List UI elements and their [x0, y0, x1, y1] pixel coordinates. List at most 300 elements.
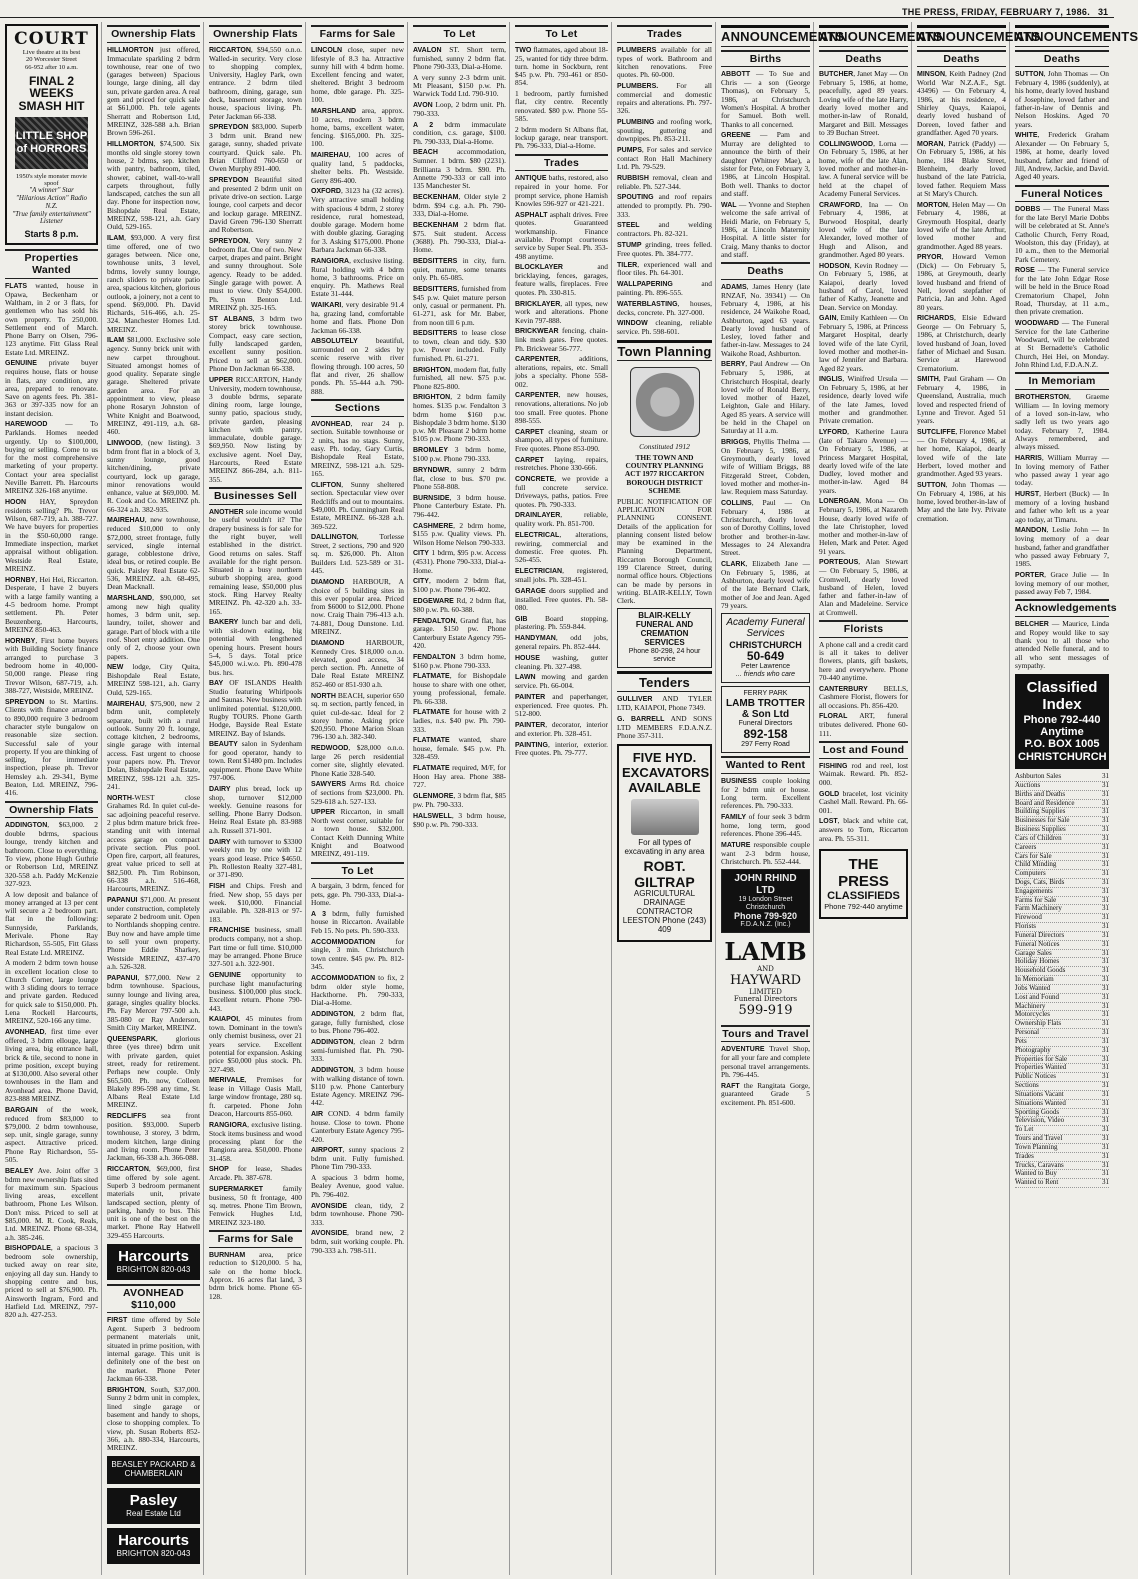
classified-ad: TILER, experienced wall and floor tiles. Ph. 64-301.: [617, 259, 712, 278]
classified-ad: SPREYDON Beautiful sited and presented 2 bdrm unit on private drive-on section. Large lounge, cool carpets and decor and lockup garage. MREINZ. David Green 796-130 Sherratt and Robertson.: [209, 175, 302, 235]
classified-ad: QUEENSPARK, glorious three (yes three) bdrm unit with private garden, quiet street, ready for retirement. Perhaps new couple. Only $65,500. Ph. now, Colleen Blakely 896-598 any time, St. Albans Real Estate Ltd MREINZ.: [107, 1033, 200, 1110]
classified-ad: COLLINGWOOD, Lorna — On February 5, 1986, at her home, wife of the late Alan, loved mother and mother-in-law. A funeral service will be held at the chapel of Academy Funeral Services.: [819, 138, 908, 198]
index-page: 31: [1102, 1019, 1109, 1028]
index-page: 31: [1102, 798, 1109, 807]
excavators-ad: [617, 744, 712, 942]
ad-line: 297 Ferry Road: [741, 741, 790, 749]
harcourts-logo-2: [107, 1528, 200, 1564]
classified-ad: BEACH accommodation, Sumner. 1 bdrm. $80 (2231). Brillianta 3 bdrm. $90. Ph. Annette 790-333 or call into 135 Manchester St.: [413, 147, 506, 191]
classified-index-box: [1015, 674, 1109, 769]
classified-ad: BERRY, Paul Andrew — On February 5, 1986, at Christchurch Hospital, dearly loved wife of Ronald Berry, loved mother of Hazel, Leighton, Gale and Hilary. Aged 85 years. A service will be held in the Chapel on Saturday at 11 a.m.: [721, 359, 810, 436]
column-3: [206, 22, 306, 1575]
classified-ad: RICCARTON, $69,000, first time offered by sole agent. Superb 3 bedroom permanent materials unit, private landscaped section, plenty of parking, handy to bus. This unit is one of the best on the market. Phone Ray Hatwell 329-455 Harcourts.: [107, 1163, 200, 1240]
classified-ad: RANGIORA, exclusive listing. Rural holding with 4 bdrm home, 3 bathrooms. Price on enquiry. Ph. Mathews Real Estate 31-444.: [311, 255, 404, 299]
index-label: Motorcycles: [1015, 1010, 1050, 1019]
classified-ad: ASPHALT asphalt drives. Free quotes. Guaranteed workmanship. Finance available. Prompt courteous service by Super Seal. Ph. 353-498 anytime.: [515, 209, 608, 261]
index-row: [1015, 1029, 1109, 1038]
court-show-title: LITTLE SHOP of HORRORS: [15, 117, 88, 169]
index-label: Building Supplies: [1015, 807, 1066, 816]
court-quote-2: "True family entertainment" Listener: [12, 209, 91, 226]
ad-line: ... friends who care: [735, 671, 796, 679]
classified-ad: MARSHLAND, $90,000, set among new high quality homes, 3 bdrm unit, sep. laundry, toilet, shower and garage. Part of block with a tile roof. Short entry addition. One only of 2, choose your own papers.: [107, 593, 200, 661]
court-tagline: 1950's style monster movie spoof: [15, 172, 88, 187]
ad-line: JOHN RHIND LTD: [734, 873, 797, 896]
column-6: [512, 22, 612, 1575]
classified-ad: UPPER Riccarton, in small North west corner, suitable for a town house. $32,000. Contact Keith Dunning White Knight and Boatwood MREINZ, 491-119.: [311, 807, 404, 859]
classified-ad: ELECTRICAL, alterations, rewiring, commercial and domestic. Free quotes. Ph. 526-455.: [515, 529, 608, 565]
section-heading: To Let: [515, 25, 608, 43]
classified-ad: PAINTER and paperhanger, experienced. Free quotes. Ph. 512-800.: [515, 692, 608, 719]
classified-ad: AVONHEAD, first time ever offered, 3 bdrm ellouge, large living area, big entrance hall, brick & tile, second to none in prime position, except buying at $130,000. Also several other townhouses in the Ilam and Avonhead area. Phone David, 823-888 MREINZ.: [5, 1027, 98, 1103]
classified-ad: PAPANUI $71,000. At present under construction, completely separate 2 bedroom unit. Open to Northlands shopping centre. Buy now and have ample time to sell your own property. Phone Eddie Sharkey, Westside MREINZ, 437-470 a.h. 526-328.: [107, 895, 200, 971]
page-masthead: [0, 6, 1114, 18]
index-page: 31: [1102, 1001, 1109, 1010]
ads-list: [5, 282, 98, 798]
academy-funeral-ad: [721, 613, 810, 683]
section-heading: Trades: [515, 154, 608, 172]
ads-list: [515, 46, 608, 151]
index-label: Situations Wanted: [1015, 1098, 1066, 1107]
index-label: Funeral Notices: [1015, 939, 1060, 948]
index-page: 31: [1102, 1169, 1109, 1178]
index-page: 31: [1102, 1028, 1109, 1037]
index-label: Garage Sales: [1015, 948, 1052, 957]
section-heading: To Let: [311, 862, 404, 880]
classified-ad: 1 bedroom, partly furnished flat, city centre. Recently renovated. $80 p.w. Phone 55-585.: [515, 89, 608, 124]
index-label: Computers: [1015, 869, 1046, 878]
index-page: 31: [1102, 913, 1109, 922]
court-sub-1: 20 Worcester Street: [26, 56, 77, 64]
classified-ad: MINSON, Keith Padney (2nd World War N.Z.A.F., Sgt. 43496) — On February 4, 1986, at his residence, 4 Shirley Quays, Kaiapoi, dearly loved husband of Doreen, loved father and grandfather. Aged 70 years.: [917, 69, 1006, 137]
classified-ad: ADAMS, James Henry (late RNZAF, No. 39341) — On February 4, 1986, at his residence, 24 Waikohe Road, Ashburton, aged 63 years. Dearly loved husband of Lesley, loved father and father-in-law. Messages to 24 Waikohe Road, Ashburton.: [721, 281, 810, 358]
classified-ad: KAIAPOI, 45 minutes from town. Dominant in the town's only chemist business, over 21 years service. Excellent potential for expansion. Asking price $50,000 plus stock. Ph. 327-498.: [209, 1014, 302, 1074]
section-subheading: Deaths: [917, 50, 1006, 68]
index-page: 31: [1102, 1089, 1109, 1098]
ad-line: ROBT. GILTRAP: [634, 857, 695, 890]
ads-list: [721, 1045, 810, 1107]
classified-ad: GENUINE opportunity to purchase light manufacturing business. $100,000 plus stock. Excellent return. Phone 790-443.: [209, 969, 302, 1013]
court-final: FINAL 2 WEEKS SMASH HIT: [18, 73, 85, 114]
classified-ad: BEALEY Ave. Joint offer 3 bdrm new ownership flats sited for maximum sun. Spacious living areas, excellent bathroom, Phone Les Wilson. Don't miss. Priced to sell at $85,000. M. R. Cook, Reals, Ltd. MREINZ. Phone 68-334, a.h. 385-246.: [5, 1165, 98, 1242]
classified-ad: FLATMATE, for Bishopdale house to share with one other, young professional, female. Ph. 66-338.: [413, 671, 506, 706]
classified-ad: STUMP grinding, trees felled. Free quotes. Ph. 384-777.: [617, 239, 712, 258]
classified-ad: A 2 bdrm immaculate condition, c.s. garage, $100. Ph. 790-333, Dial-a-Home.: [413, 119, 506, 146]
logo-text: Harcourts: [118, 1248, 189, 1266]
ad-line: Phone 799-920: [733, 911, 798, 922]
classified-ad: MARSHLAND area, approx. 10 acres, modern 3 bdrm home, barns, excellent water, fencing. $165,000. Ph. 325-100.: [311, 105, 404, 149]
classified-ad: CARPENTER, additions, alterations, repairs, etc. Small jobs a specialty. Phone 558-002.: [515, 354, 608, 389]
index-page: 31: [1102, 789, 1109, 798]
ad-line: AND: [757, 965, 774, 974]
classified-ad: G. BARRELL AND SONS LTD MEMBERS F.D.A.N.Z. Phone 357-311.: [617, 714, 712, 741]
section-heading: Trades: [617, 25, 712, 43]
section-heading: ANNOUNCEMENTS: [721, 25, 810, 47]
classified-ad: ROSE — The Funeral service for the late John Edgar Rose will be held in the Bruce Road Crematorium Chapel, John Road, Thursday, at 11 a.m., then private cremation.: [1015, 265, 1109, 317]
column-5: [410, 22, 510, 1575]
ad-line: For all types of excavating in any area: [624, 838, 705, 857]
classified-ad: SUTCLIFFE, Florence Mabel — On February 4, 1986, at her home, Kaiapoi, dearly loved wife of the late Herbert, loved mother and grandmother. Aged 93 years.: [917, 427, 1006, 479]
index-label: Farms for Sale: [1015, 895, 1057, 904]
classified-ad: FLATMATE required, M/F, for Hoon Hay area. Phone 388-727.: [413, 763, 506, 790]
classified-ad: BELCHER — Maurice, Linda and Ropey would like to say thank you to all those who attended Nelle funeral, and to all who sent messages of sympathy.: [1015, 618, 1109, 670]
classified-ad: GAIN, Emily Kathleen — On February 5, 1986, at Princess Margaret Hospital, dearly loved wife of the late Cyril, loved mother and mother-in-law of Jennifer and Barbara. Aged 82 years.: [819, 313, 908, 373]
classified-ad: SUTTON, John Thomas — On February 4, 1986 (suddenly), at his home, dearly loved husband of Josephine, loved father and father-in-law of Dennis and Nelson Hoskins. Aged 70 years.: [1015, 69, 1109, 129]
index-label: Public Notices: [1015, 1072, 1057, 1081]
classified-ad: HILLMORTON, $74,500. Six months old single storey town house, 2 bdrms, sep. kitchen with pantry, bathroom, tiled, shower, cabinet, wall-to-wall carpets throughout, fully landscaped, catches the sun all day. Phone for inspection now, Bishopdale Real Estate, MREINZ, 598-121, a.h. Gary Ould, 529-165.: [107, 138, 200, 232]
index-label: Dogs, Cats, Birds: [1015, 878, 1065, 886]
index-label: Holiday Homes: [1015, 957, 1060, 966]
classified-ad: GOLD bracelet, lost vicinity Cashel Mall. Reward. Ph. 66-001.: [819, 788, 908, 815]
town-planning-text: PUBLIC NOTIFICATION OF APPLICATION FOR PLANNING CONSENT. Details of the application for planning consent listed below may be examined in the Planning Department, Riccarton Borough Council, 199 Clarence Street, during normal office hours. Objections can be made by persons in writing. BLAIR-KELLY, Town Clerk.: [617, 496, 712, 606]
column-9: [816, 22, 943, 1575]
classified-ad: LINCOLN close, super new lifestyle of 8.3 ha. Attractive sunny hill with 4 bdrm home. Excellent fencing and water, sheltered. Bright 3 bedroom home, dble garage. Ph. 325-100.: [311, 44, 404, 104]
classified-ad: GENUINE private buyer requires house, flats or house in flats, any condition, any area, prepared to renovate. Save on agents fees. Ph. 381-363 or 397-335 now for an instant decision.: [5, 358, 98, 418]
classified-ad: ACCOMMODATION for single, 3 min. Christchurch town centre. $45 pw. Ph. 812-345.: [311, 936, 404, 971]
ad-line: Phone 792-440: [1023, 713, 1101, 726]
classified-ad: ANOTHER sole income would be useful wouldn't it? The drapery business is for sale for the right buyer, well established in the district. Good returns on sales. Staff available for the right person. Situated in a busy northern suburb shopping area, good remaining lease, $50,000 plus stock. Ring Harvey Realty MREINZ. Ph. 42-320 a.h. 33-165.: [209, 506, 302, 616]
classified-ad: ADDINGTON, 2 bdrm flat, garage, fully furnished, close to bus. Phone 796-402.: [311, 1008, 404, 1035]
ads-list: [311, 46, 404, 396]
index-page: 31: [1102, 772, 1109, 781]
section-subheading: In Memoriam: [1015, 372, 1109, 390]
beasley-logo: [107, 1456, 200, 1484]
section-subheading: Florists: [819, 620, 908, 638]
classified-ad: MORTON, Helen May — On February 4, 1986, at Greymouth Hospital, dearly loved wife of the late Arthur, loved mother and grandmother. Aged 88 years.: [917, 199, 1006, 251]
section-heading: Ownership Flats: [5, 801, 98, 819]
index-page: 31: [1102, 1160, 1109, 1169]
column-7: [614, 22, 716, 1575]
column-1: [2, 22, 102, 1575]
classified-ad: AIRPORT, sunny spacious 2 bdrm unit. Fully furnished. Phone Tim 790-333.: [311, 1145, 404, 1172]
index-page: 31: [1102, 966, 1109, 975]
press-classifieds-ad: [819, 849, 908, 919]
classified-ad: FIRST time offered by Sole Agent. Superb 3 bedroom permanent materials unit, situated in prime position, with internal garage. This unit is definitely one of the best on the market. Phone Peter Jackman 66-338.: [107, 1315, 200, 1383]
classified-ad: DIAMOND HARBOUR, A choice of 5 building sites in this ever popular area. Priced from $6000 to $12,000. Phone now. Craig Thain 796-413 a.h. 74-881, Doug Dunstone. Ltd. MREINZ.: [311, 576, 404, 637]
crest-caption: Constituted 1912: [639, 442, 690, 452]
lamb-hayward-ad: [721, 939, 810, 1018]
classified-ad: INGLIS, Winifred Ursula — On February 5, 1986, at her residence, dearly loved wife of the late James, loved mother and grandmother. Private cremation.: [819, 374, 908, 426]
section-heading: ANNOUNCEMENTS: [917, 25, 1006, 47]
logo-text: Pasley: [129, 1492, 178, 1510]
index-page: 31: [1102, 1107, 1109, 1116]
index-page: 31: [1102, 1045, 1109, 1054]
classified-ad: ADDINGTON, clean 2 bdrm semi-furnished flat. Ph. 790-333.: [311, 1036, 404, 1063]
classified-ad: NORTH-WEST close Grahames Rd. In quiet cul-de-sac adjoining peaceful reserve. 2 plus bdrm mature brick free-standing unit with internal access garage on compact private section. Plus pool. Open fire, carport, all features, great value priced to sell at $82,500. Ph. Tim Robinson, 66-338 a.h. 516-468, Harcourts, MREINZ.: [107, 792, 200, 894]
ads-list: [209, 46, 302, 484]
ad-line: CHRISTCHURCH: [1018, 750, 1107, 763]
index-page: 31: [1102, 1010, 1109, 1019]
section-heading: Town Planning: [617, 340, 712, 362]
classified-ad: HOUSE washing, gutter cleaning. Ph. 327-498.: [515, 652, 608, 671]
ads-list: [413, 46, 506, 829]
section-heading: ANNOUNCEMENTS: [1015, 25, 1109, 47]
court-sub-0: Live theatre at its best: [22, 49, 81, 57]
ads-list: [1015, 620, 1109, 670]
section-heading: ANNOUNCEMENTS: [819, 25, 908, 47]
index-page: 31: [1102, 886, 1109, 895]
classified-ad: HOON HAY, Spreydon residents selling? Ph. Trevor Wilson, 687-719, a.h. 388-727. We have buyers for properties in the $50-60,000 range. Immediate inspection, market appraisal without obligation. Westside Real Estate, MREINZ.: [5, 497, 98, 573]
classified-ad: RUBBISH removal, clean and reliable. Ph. 527-344.: [617, 172, 712, 191]
index-label: Child Minding: [1015, 860, 1057, 869]
classified-ad: GLENMORE, 3 bdrm flat, $85 pw. Ph. 790-333.: [413, 791, 506, 809]
classified-ad: STEEL and welding contractors. Ph. 82-321.: [617, 220, 712, 239]
classified-ad: HALSWELL, 3 bdrm house, $90 p.w. Ph. 790-333.: [413, 810, 506, 829]
classified-ad: WHITE, Frederick Graham Alexander — On February 5, 1986, at home, dearly loved husband, father and friend of Jill, Andrew, Jackie, and David. Aged 40 years.: [1015, 130, 1109, 182]
classified-ad: BARGAIN of the week, reduced from $83,000 to $79,000. 2 bdrm townhouse, sep. unit, single garage, sunny aspect. Attractive priced. Phone Ray Richardson, 55-505.: [5, 1104, 98, 1164]
classified-ad: CANTERBURY BELLS, Cashmere Florist, flowers for all occasions. Ph. 856-420.: [819, 683, 908, 710]
classified-ad: UPPER RICCARTON, Handy University, modern townhouse, 3 double bdrms, separate dining room, large lounge, sunny patio, spacious study, private garden, pleasing kitchen with pantry, immaculate, double garage. $69,950. Now listing by exclusive agent. Noel Day, Harcourts, Reed Estate MREINZ 866-284, a.h. 811-355.: [209, 374, 302, 484]
index-page: 31: [1102, 780, 1109, 789]
classified-ad: ACCOMMODATION to fix, 2 bdrm older style home, Hackthorne. Ph. 790-333, Dial-a-Home.: [311, 972, 404, 1008]
classified-ad: DALLINGTON, Torlesse Street, 2 sections, 790 and 920 sq. m. $26,000. Ph. Alton Builders Ltd. 523-589 or 31-445.: [311, 532, 404, 575]
classified-ad: MATURE responsible couple want 2-3 bdrm house, Christchurch. Ph. 552-444.: [721, 839, 810, 867]
classified-ad: HODSON, Kevin Rodney — On February 5, 1986, at Kaiapoi, dearly loved husband of Carol, loved father of Kathy, Jeanette and Dean. Service on Monday.: [819, 260, 908, 312]
classified-ad: A 3 bdrm, fully furnished house in Riccarton. Available Feb 15. No pets. Ph. 590-333.: [311, 908, 404, 935]
classified-ad: SAWYERS Arms Rd. choice of sections from $23,000. Ph. 529-618 a.h. 527-133.: [311, 779, 404, 806]
ad-line: 19 London Street: [738, 895, 793, 903]
index-label: In Memoriam: [1015, 975, 1054, 984]
ad-line: Academy Funeral Services: [726, 617, 805, 640]
classified-ad: LAWN mowing and garden service. Ph. 66-004.: [515, 672, 608, 691]
classified-ad: ELECTRICIAN, registered, small jobs. Ph. 328-451.: [515, 566, 608, 584]
ads-list: [721, 777, 810, 866]
index-page: 31: [1102, 983, 1109, 992]
ads-list: [209, 508, 302, 1227]
index-label: Ownership Flats: [1015, 1019, 1062, 1028]
logo-text: Harcourts: [118, 1532, 189, 1550]
borough-crest-icon: [630, 367, 700, 437]
classified-ad: BRIGHTON, modern flat, fully furnished, all new. $75 p.w. Phone 825-800.: [413, 364, 506, 391]
index-label: Engagements: [1015, 886, 1053, 895]
ads-list: [917, 70, 1006, 523]
classified-ad: DRAINLAYER, reliable, quality work. Ph. 851-700.: [515, 510, 608, 529]
classified-ad: FLORAL ART, funeral tributes delivered. Phone 60-111.: [819, 711, 908, 738]
index-label: Situations Vacant: [1015, 1089, 1064, 1098]
classified-ad: BAY OF ISLANDS Health Studio featuring Whirlpools and Saunas. New business with unlimited potential. $120,000. Rugby TOURS. Phone Garth Hodge, Bayside Real Estate MREINZ. Bay of Islands.: [209, 678, 302, 738]
classified-ad: REDWOOD, $28,000 o.n.o. large 26 perch residential corner site, slightly elevated. Phone Katie 328-540.: [311, 743, 404, 778]
classified-ad: PLUMBERS available for all types of work. Bathroom and kitchen renovations. Free quotes. Ph. 60-000.: [617, 44, 712, 80]
index-label: Cars for Sale: [1015, 851, 1052, 860]
court-quote-1: "Hilarious Action" Radio N.Z.: [15, 193, 88, 210]
index-page: 31: [1102, 1063, 1109, 1072]
classified-ad: LONERGAN, Mona — On February 5, 1986, at Nazareth House, dearly loved wife of the late Christopher, loved mother and mother-in-law of Helen, Mark and Peter. Aged 91 years.: [819, 496, 908, 556]
index-row: [1015, 1179, 1109, 1188]
classified-ad: WATERBLASTING, houses, decks, concrete. Ph. 327-000.: [617, 298, 712, 317]
index-page: 31: [1102, 842, 1109, 851]
classified-ad: COLLINS, Paul — On February 4, 1986 at Christchurch, dearly loved son of Dorothy Collins, loved brother and brother-in-law. Messages to 24 Alexandra Street.: [721, 498, 810, 558]
classified-ad: HARRIS, William Murray — In loving memory of Father who passed away 1 year ago today.: [1015, 453, 1109, 488]
classified-ad: PAPANUI, $77,000. New 2 bdrm townhouse. Spacious, sunny lounge and living area, garage, singles quality blocks. Ph. Fay Mercer 797-500 a.h. 385-080 or Ray Anderson, Smith City Market, MREINZ.: [107, 972, 200, 1032]
index-page: 31: [1102, 833, 1109, 842]
classified-ad: REDCLIFFS sea front position. $93,000. Superb townhouse, 3 storey, 3 bdrm, modern kitchen, large dining and living room. Phone Peter Jackman, 66-338 a.h. 366-088.: [107, 1111, 200, 1163]
classified-ad: RAFT the Rangitata Gorge, guaranteed Grade 5 excitement. Ph. 851-600.: [721, 1080, 810, 1107]
index-page: 31: [1102, 895, 1109, 904]
section-heading: Tenders: [617, 671, 712, 693]
index-page: 31: [1102, 851, 1109, 860]
index-label: Farm Machinery: [1015, 904, 1062, 913]
ads-list: [5, 821, 98, 1319]
column-8: [718, 22, 845, 1575]
classified-ad: AVONSIDE, brand new, 2 bdrm, suit working couple. Ph. 790-333 a.h. 798-511.: [311, 1228, 404, 1255]
classified-ad: CITY 1 bdrm, $95 p.w. Access (4531). Phone 790-333, Dial-a-Home.: [413, 548, 506, 575]
ads-list: [209, 1251, 302, 1301]
index-page: 31: [1102, 807, 1109, 816]
index-label: Funeral Directors: [1015, 930, 1065, 939]
classified-ad: FAMILY of four seek 3 bdrm home, long term, good references. Phone 396-445.: [721, 812, 810, 839]
ad-line: HAYWARD: [729, 972, 802, 988]
section-heading: Ownership Flats: [107, 25, 200, 43]
index-label: Lost and Found: [1015, 992, 1059, 1001]
index-page: 31: [1102, 992, 1109, 1001]
index-page: 31: [1102, 1036, 1109, 1045]
classified-ad: WAIKARI, very desirable 91.4 ha, grazing land, comfortable home and flats. Phone Don Jackman 66-338.: [311, 300, 404, 335]
classified-ad: CLARK, Elizabeth Jane — On February 5, 1986, at Ashburton, dearly loved wife of the late Bernard Clark, mother of Joe and Jean. Aged 79 years.: [721, 559, 810, 611]
ads-list: [617, 46, 712, 337]
ad-line: Christchurch: [745, 903, 786, 911]
classified-ad: BAKERY lunch bar and deli, with sit-down eating, big potential with lengthened opening hours. Present hours 5-4, 5 days. Total price $45,000 w.i.w.o. Ph. 890-478 bus. hrs.: [209, 617, 302, 677]
section-heading: Sections: [311, 399, 404, 417]
classified-ad: BEAUTY salon in Sydenham for good operator, handy to town. Rent $1480 pm. Includes equipment. Phone Dave White 797-006.: [209, 739, 302, 783]
classified-ad: HILLMORTON just offered, Immaculate sparkling 2 bdrm townhouse, rear one of two (garages between) Spacious lounge, large dining, all day sun, private garden area. A real gem and priced for quick sale at $61,000. Ph. tele agents Sherratt and Robertson Ltd, MREINZ, 328-588 a.h. Brian Brown 596-261.: [107, 44, 200, 138]
ads-list: [819, 641, 908, 738]
classified-ad: CASHMERE, 2 bdrm home, $155 p.w. Quality views. Ph. Wilson Home Nelson 790-333.: [413, 520, 506, 547]
ads-list: [1015, 70, 1109, 181]
index-label: Trucks, Caravans: [1015, 1160, 1064, 1169]
classified-ad: PORTER, Grace Julie — In loving memory of our mother, passed away Feb 7, 1984.: [1015, 569, 1109, 596]
masthead-title: THE PRESS, FRIDAY, FEBRUARY 7, 1986.: [901, 7, 1090, 17]
index-label: Properties for Sale: [1015, 1054, 1068, 1063]
ad-line: Classified Index: [1026, 679, 1098, 714]
john-rhind-ad: [721, 869, 810, 933]
classified-ad: BRIGHTON, South, $37,000. Sunny 2 bdrm unit in complex, lined single garage or basement and handy to shops, close to shopping complex. To view, ph. Susan Roberts 852-366, a.h. 880-334, Harcourts, MREINZ.: [107, 1384, 200, 1453]
classified-ad: BEDSITTERS to lease close to town, clean and tidy. $30 p.w. Power included. Fully furnished. Ph. 61-271.: [413, 328, 506, 363]
classified-ad: CARPENTER, new houses, renovations, alterations. No job too small. Free quotes. Phone 898-555.: [515, 390, 608, 425]
index-page: 31: [1102, 1072, 1109, 1081]
classified-ad: BRIGHTON, 2 bdrm family homes. $135 p.w. Fendalton 3 bdrm home $160 p.w. Bishopdale 3 bdrm home. $130 p.w. Mt Pleasant 2 bdrm home $105 p.w. Phone 790-333.: [413, 392, 506, 444]
classified-ad: MANDON, Leslie John — In loving memory of a dear husband, father and grandfather who passed away February 7, 1985.: [1015, 525, 1109, 569]
classified-ad: PUMPS, For sales and service contact Ron Hall Machinery Ltd. Ph. 79-529.: [617, 144, 712, 172]
index-page: 31: [1102, 1081, 1109, 1090]
classified-ad: BROTHERSTON, Graeme William — In loving memory of a loved son-in-law, who sadly left us two years ago today. February 7, 1984. Always remembered, and always missed.: [1015, 392, 1109, 452]
section-subheading: Deaths: [1015, 50, 1109, 68]
column-4: [308, 22, 408, 1575]
classified-ad: ANTIQUE baths, restored, also repaired in your home. For prompt service, phone Hamish Knowles 596-927 or 421-221.: [515, 173, 608, 208]
classified-ad: PLUMBING and roofing work, spouting, guttering and downpipes. Ph. 853-211.: [617, 117, 712, 144]
index-label: Florists: [1015, 922, 1037, 931]
ad-line: LAMB TROTTER & Son Ltd: [726, 697, 805, 720]
index-page: 31: [1102, 939, 1109, 948]
classified-ad: MAIREHAU, $75,900, new 2 bdrm unit, completely separate, built with a rural outlook. Sunny 20 ft. lounge, cottage kitchen, 2 bedrooms, single garage with internal access. Fast urgent to choose your papers now. Ph. Trevor Dolan, Bishopdale Real Estate, MREINZ, 598-121 a.h. 325-241.: [107, 698, 200, 791]
harcourts-logo: [107, 1244, 200, 1280]
classified-ad: BURNSIDE, 3 bdrm house. Phone Canterbury Estate. Ph. 796-442.: [413, 492, 506, 519]
index-label: Town Planning: [1015, 1142, 1058, 1151]
ad-line: 892-158: [743, 726, 788, 741]
classified-ad: ILAM, $93,000. A very first time offered, one of two garages between. Nice one, townhouse units, 3 level, bdrms, lovely sunny lounge, ranch sliders to private patio area, spacious kitchen, glorious outlook, a joinery, not a cent to spend. $69,000. Ph. David Richards, 516-466, a.h. 25-324. Manchester Homes Ltd. MREINZ.: [107, 233, 200, 334]
ad-line: FERRY PARK: [743, 689, 788, 697]
ad-line: P.O. BOX 1005: [1024, 738, 1100, 751]
classified-ad: MAIREHAU, new townhouse, reduced $10,000 to only $72,000, street frontage, fully serviced, single internal garage, cobblestone drive, ideal bus, or retired couple. Be quick. Paisley Real Estate 62-536, MREINZ. a.h. 68-495, Dean Macknall.: [107, 515, 200, 592]
classified-ad: SPREYDON, Very sunny 2 bedroom flat. One of two. New carpet, drapes and paint. Bright and sunny throughout. Sole agency. Ready to be added. Single garage with power. A must to view. Only $54,000. Ph. Synn Benton Ltd. MREINZ ph. 325-165.: [209, 236, 302, 312]
section-heading: Farms for Sale: [311, 25, 404, 43]
classified-ad: AVON Loop, 2 bdrm unit. Ph. 790-333.: [413, 99, 506, 118]
classified-ad: CONCRETE, we provide a full concrete service. Driveways, paths, patios. Free quotes. Ph. 790-333.: [515, 474, 608, 509]
index-page: 31: [1102, 878, 1109, 886]
classified-ad: DAIRY plus bread, lock up shop, turnover $12,000 weekly. Genuine reasons for selling. Phone Barry Dodson. Heinz Real Estate ph. 83-988 a.h. Russell 371-901.: [209, 783, 302, 835]
court-starts: Starts 8 p.m.: [24, 229, 79, 240]
index-label: Board and Residence: [1015, 798, 1075, 807]
classified-ad: 2 bdrm modern St Albans flat, lockup garage, near transport. Ph. 796-333, Dial-a-Home.: [515, 124, 608, 151]
classified-ad: TWO flatmates, aged about 18-25, wanted for tidy three bdrm. turn. home in Sockburn, rent $45 p.w. Ph. 793-461 or 850-854.: [515, 44, 608, 88]
classified-ad: SPREYDON $83,000. Superb 3 bdrm unit. Brand new garage, sunny, shaded private courtyard. Quick sale. Ph. Brian Clifford 760-650 or Owen Murphy 891-400.: [209, 122, 302, 174]
ads-list: [819, 70, 908, 617]
index-label: Personal: [1015, 1028, 1040, 1037]
classified-ad: FENDALTON 3 bdrm home, $160 p.w. Phone 790-333.: [413, 651, 506, 670]
logo-sub: BRIGHTON 820-043: [116, 1548, 191, 1558]
index-label: Jobs Wanted: [1015, 983, 1051, 992]
ad-line: FIVE HYD. EXCAVATORS AVAILABLE: [622, 750, 710, 795]
classified-ad: LINWOOD, (new listing). 3 bdrm front flat in a block of 3, sunny lounge, good kitchen/dining, private courtyard, lock up garage, minor renovations would enhance, value at $69,000. M. R. Cook and Co. MREINZ ph. 66-324 a.h. 382-935.: [107, 437, 200, 514]
index-label: Wanted to Buy: [1015, 1169, 1057, 1178]
page-number: 31: [1097, 7, 1108, 17]
pasley-logo: [107, 1488, 200, 1524]
classified-ad: WOODWARD — The Funeral Service for the late Catherine Woodward, will be celebrated at St Bernadette's Catholic Church, Hei Hei, on Monday. John Rhind Ltd, F.D.A.N.Z.: [1015, 318, 1109, 369]
classified-ad: DIAMOND HARBOUR, Kennedy Cres. $18,000 o.n.o. elevated, good access, 34 perch section. Ph. Annette of Dale Real Estate MREINZ 852-460 or 851-930 a.h.: [311, 637, 404, 689]
section-subheading: Acknowledgements: [1015, 599, 1109, 617]
index-label: To Let: [1015, 1125, 1034, 1134]
index-page: 31: [1102, 1054, 1109, 1063]
classified-ad: BISHOPDALE, a spacious 3 bedroom sole ownership, tucked away on rear site, enjoying all day sun. Handy to shopping centre and bus, priced to sell at $76,900. Ph. Ainsworth Ingram, Ford and Hatfield Ltd. MREINZ, 797-820 a.h. 427-253.: [5, 1243, 98, 1320]
classified-ad: SMITH, Paul Graham — On February 4, 1986, in Queensland, Australia, much loved and respected friend of Lynne and Trevor. Aged 51 years.: [917, 374, 1006, 426]
classified-ad: SUTTON, John Thomas — On February 4, 1986, at his home, loved brother-in-law of May and the late Ivy. Private cremation.: [917, 479, 1006, 523]
section-subheading: Deaths: [819, 50, 908, 68]
classified-ad: BEDSITTERS in city, furn. quiet, mature, some tenants only. Ph. 65-085.: [413, 256, 506, 283]
column-11: [1012, 22, 1138, 1575]
classified-ad: AVONHEAD, rear 24 p. section. Suitable townhouse or 2 units, has no stags. Sunny, easy. Ph. today, Gary Curtis, Bishopdale Real Estate, MREINZ, 598-121 a.h. 529-165.: [311, 418, 404, 478]
ad-line: THE PRESS: [838, 855, 889, 890]
section-heading: To Let: [413, 25, 506, 43]
classified-ad: FISHING rod and reel, lost Waimak. Reward. Ph. 852-000.: [819, 760, 908, 787]
court-theatre-ad: [5, 24, 98, 245]
classified-ad: SHOP for lease, Shades Arcade. Ph. 387-678.: [209, 1164, 302, 1183]
classified-ad: FRANCHISE business, small products company, not a shop. Part time or full time. $10,000 may be arranged. Phone Bruce 327-501 a.h. 322-901.: [209, 925, 302, 969]
index-label: Sporting Goods: [1015, 1107, 1060, 1116]
town-planning-title: THE TOWN AND COUNTRY PLANNING ACT 1977 RICCARTON BOROUGH DISTRICT SCHEME: [624, 452, 705, 495]
ad-line: CLASSIFIEDS: [827, 890, 900, 903]
index-page: 31: [1102, 816, 1109, 825]
section-subheading: Wanted to Rent: [721, 756, 810, 774]
index-page: 31: [1102, 860, 1109, 869]
logo-sub: Real Estate Ltd: [126, 1509, 181, 1519]
classified-ad: GULLIVER AND TYLER LTD, KAIAPOI, Phone 7349.: [617, 694, 712, 713]
blair-kelly-ad: [617, 608, 712, 667]
classified-ad: NORTH BEACH, superior 650 sq. m section, partly fenced, in quiet cul-de-sac. Ideal for 2 storey home. Asking price $20,950. Phone Marion Sloan 796-130 a.h. 382-340.: [311, 690, 404, 742]
classified-index-list: [1015, 773, 1109, 1188]
logo-sub: BRIGHTON 820-043: [116, 1264, 191, 1274]
classified-ad: HORNBY, First home buyers with Building Society finance arranged to purchase 3 bedroom home in 40,000-50,000 range. Please ring Trevor Wilson, 687-719, a.h. 388-727, Westside, MREINZ.: [5, 635, 98, 695]
court-sub-2: 66-952 after 10 a.m.: [25, 63, 78, 71]
ad-line: Peter Lawrence: [740, 663, 791, 671]
classified-ad: PAINTING, interior, exterior. Free quotes. Ph. 79-777.: [515, 739, 608, 758]
section-subheading: Lost and Found: [819, 741, 908, 759]
classified-ad: A bargain, 3 bdrm, fenced for pets, gge. Ph. 790-333, Dial-a-Home.: [311, 881, 404, 907]
index-page: 31: [1102, 904, 1109, 913]
index-page: 31: [1102, 1125, 1109, 1134]
classified-ad: BEDSITTERS, furnished from $45 p.w. Quiet mature person only, casual or permanent. Ph. 61-271, ask for Mr. Baber, from noon till 6 p.m.: [413, 283, 506, 327]
index-page: 31: [1102, 869, 1109, 878]
section-heading: Businesses Sell: [209, 487, 302, 505]
classified-ad: NEW lodge, City Quita, Bishopdale Real Estate, MREINZ 598-121, a.h. Garry Ould, 529-165.: [107, 662, 200, 697]
classified-ad: A modern 2 bdrm town house in excellent location close to Church Corner, large lounge with 3 sliding doors to terrace and private garden. Reduced for quick sale to $150,000. Ph. Lena Rockell Harcourts, MREINZ, 520-166 any time.: [5, 958, 98, 1026]
